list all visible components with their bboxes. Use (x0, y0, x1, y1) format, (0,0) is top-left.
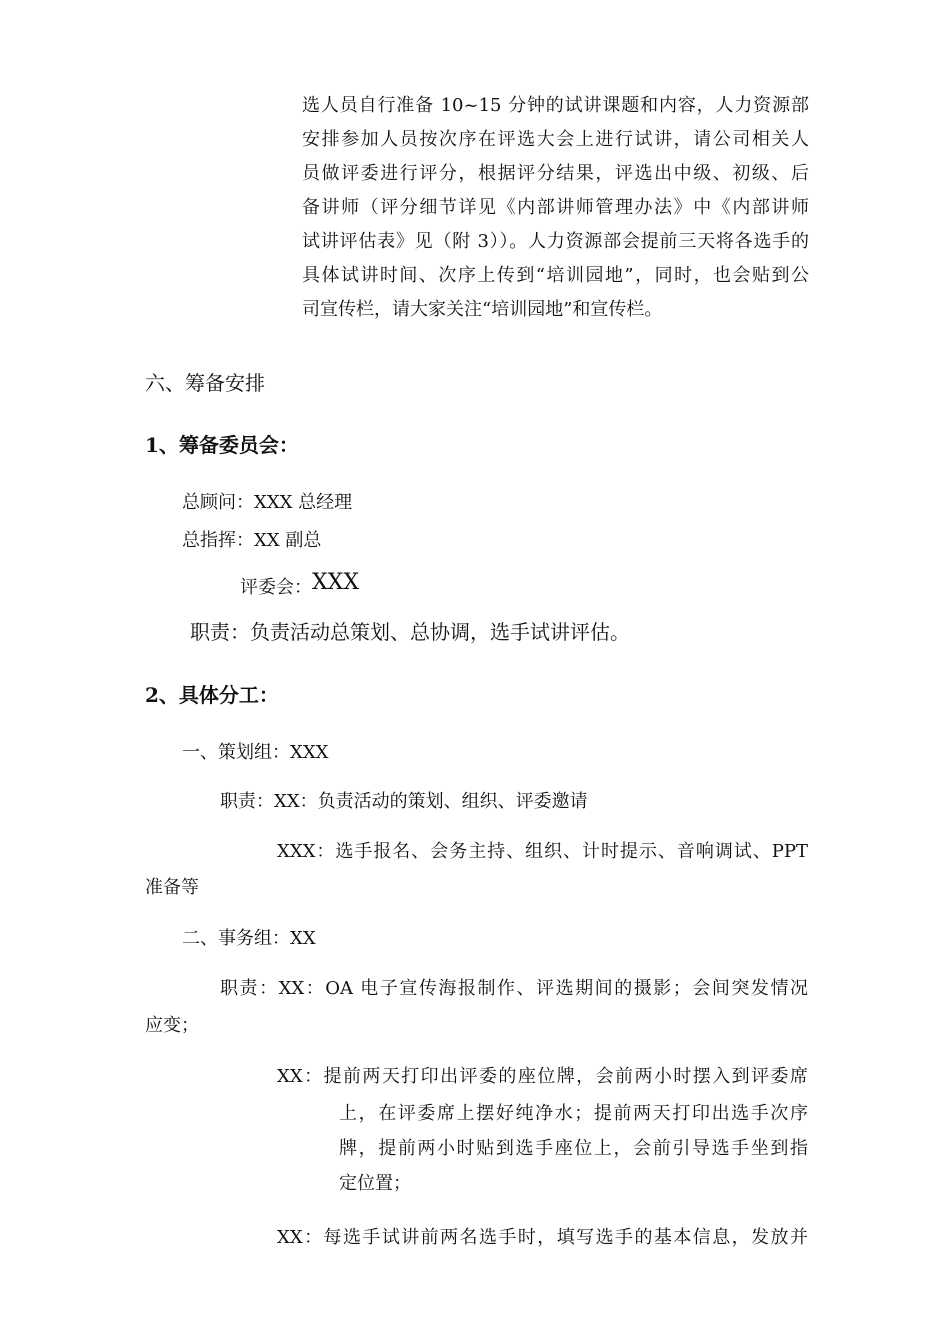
affairs-group-title: 二、事务组：XX (182, 928, 316, 949)
planning-group-title: 一、策划组：XXX (182, 742, 329, 763)
subsection-heading: 2、具体分工： (145, 683, 279, 707)
planning-duty-2: XXX：选手报名、会务主持、组织、计时提示、音响调试、PPT (277, 841, 808, 862)
committee-commander: 总指挥：XX 副总 (182, 530, 322, 551)
judges-value: XXX (312, 570, 359, 595)
subsection-heading: 1、筹备委员会： (145, 433, 299, 457)
committee-duty: 职责：负责活动总策划、总协调，选手试讲评估。 (190, 620, 630, 644)
intro-line: 员做评委进行评分，根据评分结果，评选出中级、初级、后 (302, 163, 809, 184)
intro-line: 备讲师（评分细节详见《内部讲师管理办法》中《内部讲师 (302, 197, 809, 218)
intro-line: 安排参加人员按次序在评选大会上进行试讲，请公司相关人 (302, 129, 809, 150)
affairs-duty-1-cont: 应变； (145, 1015, 199, 1036)
affairs-duty-3: XX：每选手试讲前两名选手时，填写选手的基本信息，发放并 (277, 1227, 808, 1248)
intro-paragraph (302, 97, 809, 319)
intro-line: 具体试讲时间、次序上传到“培训园地”，同时，也会贴到公 (302, 265, 809, 286)
affairs-duty-2-cont: 上，在评委席上摆好纯净水；提前两天打印出选手次序 牌，提前两小时贴到选手座位上，会前引导选手坐到指 定位置； (339, 1103, 808, 1194)
committee-adviser: 总顾问：XXX 总经理 (182, 492, 353, 513)
section-heading: 六、筹备安排 (145, 371, 265, 395)
planning-duty: 职责：XX：负责活动的策划、组织、评委邀请 (220, 791, 588, 812)
judges-label: 评委会： (240, 577, 312, 598)
intro-line: 试讲评估表》见（附 3））。人力资源部会提前三天将各选手的 (302, 231, 809, 252)
committee-judges (240, 570, 359, 598)
affairs-duty-1: 职责：XX：OA 电子宣传海报制作、评选期间的摄影；会间突发情况 (220, 978, 808, 999)
affairs-duty-2: XX：提前两天打印出评委的座位牌，会前两小时摆入到评委席 (277, 1066, 808, 1087)
intro-line: 选人员自行准备 10~15 分钟的试讲课题和内容，人力资源部 (302, 95, 809, 116)
planning-duty-2-cont: 准备等 (145, 877, 199, 898)
intro-line: 司宣传栏，请大家关注“培训园地”和宣传栏。 (302, 299, 663, 320)
